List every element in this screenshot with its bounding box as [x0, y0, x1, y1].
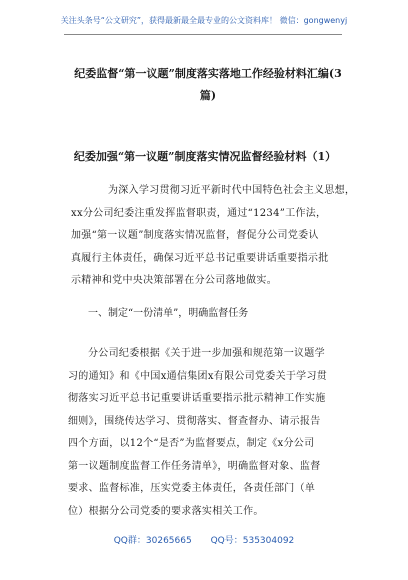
- document-title-line-1: 纪委监督“第一议题”制度落实落地工作经验材料汇编(3: [74, 67, 342, 80]
- paragraph-line: 加强“第一议题”制度落实情况监督，督促分公司党委认: [71, 230, 319, 241]
- section-title: 纪委加强“第一议题”制度落实情况监督经验材料（1）: [73, 150, 337, 163]
- paragraph-line: 分公司纪委根据《关于进一步加强和规范第一议题学: [88, 348, 325, 359]
- paragraph-line: 四个方面，以12个“是否”为监督要点，制定《x分公司: [68, 438, 315, 449]
- document-title: [56, 63, 360, 107]
- paragraph-line: 为深入学习贯彻习近平新时代中国特色社会主义思想，: [108, 185, 356, 196]
- paragraph-line: 真履行主体责任，确保习近平总书记重要讲话重要指示批: [71, 252, 329, 264]
- header-divider: [64, 34, 342, 35]
- paragraph-line: 细则》，围绕传达学习、贯彻落实、督查督办、请示报告: [68, 415, 321, 427]
- heading-one: 一、制定“一份清单”，明确监督任务: [88, 308, 249, 319]
- document-title-line-2: 篇): [199, 89, 217, 102]
- paragraph-intro: [71, 180, 356, 293]
- footer-qq-group: QQ群：30265665: [113, 536, 192, 546]
- header-banner: 关注头条号“公文研究”，获得最新最全最专业的公文资料库！ 微信：gongwenyj: [60, 16, 348, 25]
- paragraph-line: 习的通知》和《中国x通信集团x有限公司党委关于学习贯: [68, 370, 328, 382]
- footer-qq-number: QQ号：535304092: [210, 536, 295, 546]
- footer-contact: [0, 533, 408, 546]
- paragraph-line: xx分公司纪委注重发挥监督职责，通过“1234”工作法，: [71, 207, 327, 219]
- paragraph-line: 位）根据分公司党委的要求落实相关工作。: [68, 505, 264, 517]
- paragraph-line: 要求、监督标准，压实党委主体责任，各责任部门（单: [68, 483, 316, 494]
- paragraph-line: 彻落实习近平总书记重要讲话重要指示批示精神工作实施: [68, 393, 326, 404]
- paragraph-line: 第一议题制度监督工作任务清单》，明确监督对象、监督: [68, 460, 321, 472]
- paragraph-body: [68, 343, 346, 523]
- paragraph-line: 示精神和党中央决策部署在分公司落地做实。: [71, 275, 277, 286]
